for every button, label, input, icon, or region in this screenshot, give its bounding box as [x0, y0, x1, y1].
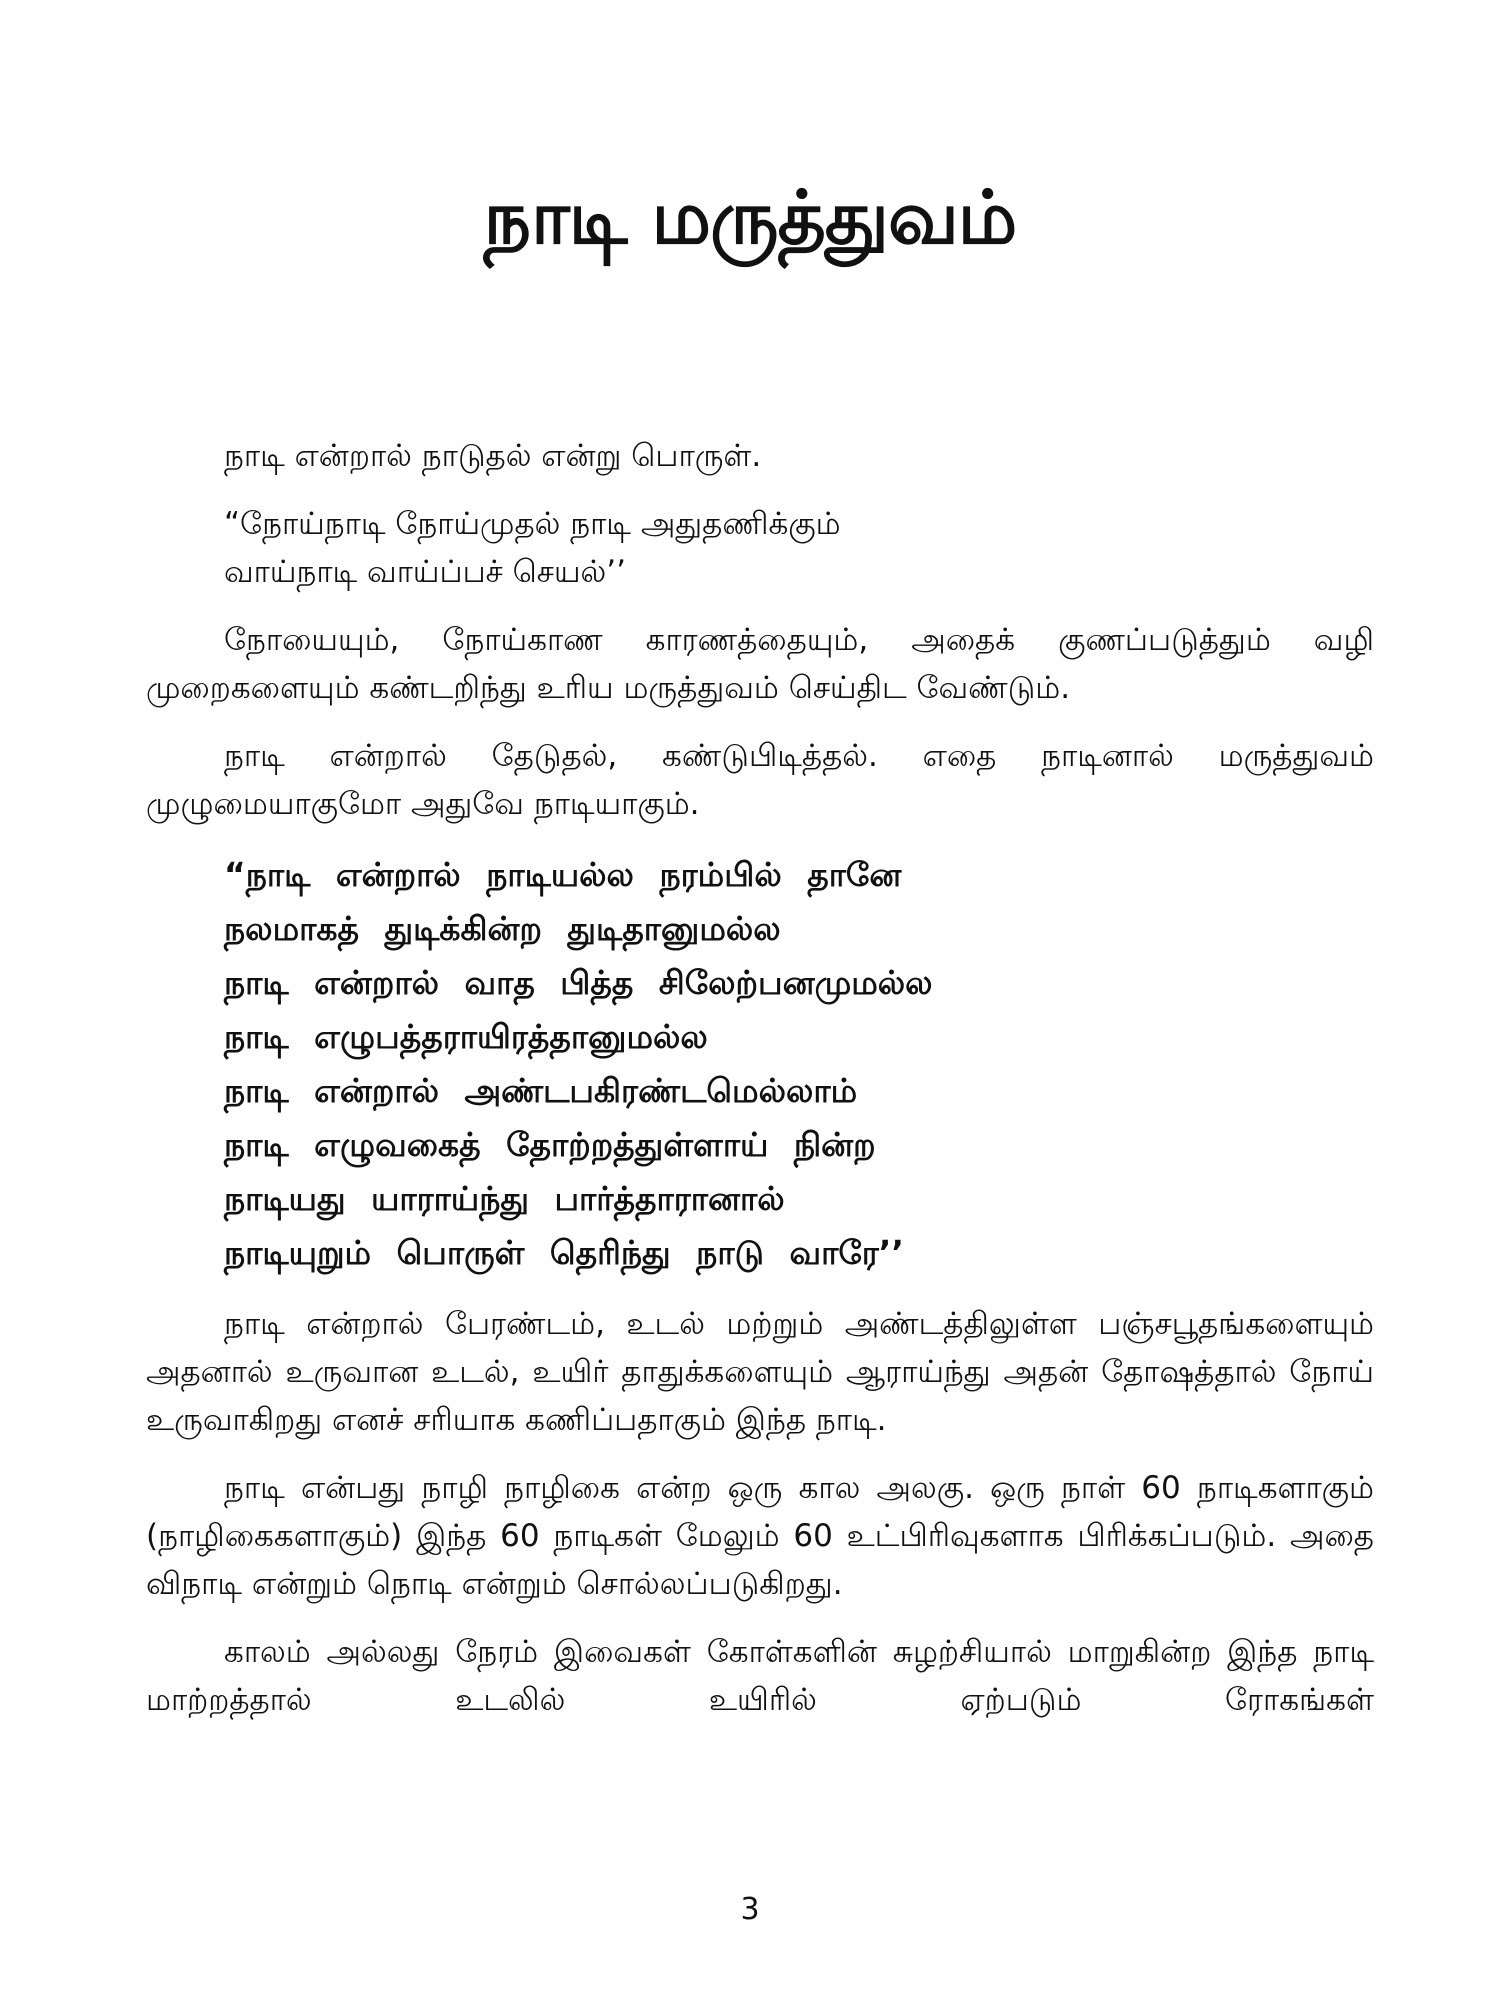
paragraph-definition: நாடி என்றால் நாடுதல் என்று பொருள்.	[224, 438, 762, 474]
paragraph-time-change: காலம் அல்லது நேரம் இவைகள் கோள்களின் சுழற்சியால் மாறுகின்ற இந்த நாடி மாற்றத்தால் உடலில் உயிரில் ஏற்படும் ரோகங்கள்	[146, 1634, 1374, 1718]
paragraph-treatment: நோயையும், நோய்காண காரணத்தையும், அதைக் குணப்படுத்தும் வழி முறைகளையும் கண்டறிந்து உரிய மருத்துவம் செய்திட வேண்டும்.	[146, 622, 1374, 706]
verse-line: “நாடி என்றால் நாடியல்ல நரம்பில் தானே	[224, 855, 902, 894]
verse-block	[224, 848, 1374, 1280]
couplet-line: “நோய்நாடி நோய்முதல் நாடி அதுதணிக்கும்	[224, 506, 841, 542]
kural-couplet	[224, 500, 1374, 596]
verse-line: நாடி என்றால் அண்டபகிரண்டமெல்லாம்	[224, 1071, 858, 1110]
verse-line: நாடியுறும் பொருள் தெரிந்து நாடு வாரே’’	[224, 1233, 904, 1272]
page-title: நாடி மருத்துவம்	[483, 175, 1017, 261]
verse-line: நலமாகத் துடிக்கின்ற துடிதானுமல்ல	[224, 909, 781, 948]
paragraph-time-unit: நாடி என்பது நாழி நாழிகை என்ற ஒரு கால அலகு. ஒரு நாள் 60 நாடிகளாகும் (நாழிகைகளாகும்) இந்த 60 நாடிகள் மேலும் 60 உட்பிரிவுகளாக பிரிக்கப்படும். அதை விநாடி என்றும் நொடி என்றும் சொல்லப்படுகிறது.	[146, 1470, 1374, 1602]
verse-line: நாடியது யாராய்ந்து பார்த்தாரானால்	[224, 1179, 785, 1218]
verse-line: நாடி என்றால் வாத பித்த சிலேற்பனமுமல்ல	[224, 963, 933, 1002]
page-number: 3	[740, 1892, 760, 1927]
couplet-line: வாய்நாடி வாய்ப்பச் செயல்’’	[224, 554, 626, 590]
paragraph-universe: நாடி என்றால் பேரண்டம், உடல் மற்றும் அண்டத்திலுள்ள பஞ்சபூதங்களையும் அதனால் உருவான உடல், உயிர் தாதுக்களையும் ஆராய்ந்து அதன் தோஷத்தால் நோய் உருவாகிறது எனச் சரியாக கணிப்பதாகும் இந்த நாடி.	[146, 1306, 1374, 1438]
verse-line: நாடி எழுவகைத் தோற்றத்துள்ளாய் நின்ற	[224, 1125, 876, 1164]
body-text	[146, 432, 1374, 1724]
paragraph-search: நாடி என்றால் தேடுதல், கண்டுபிடித்தல். எதை நாடினால் மருத்துவம் முழுமையாகுமோ அதுவே நாடியாகும்.	[146, 738, 1374, 822]
verse-line: நாடி எழுபத்தராயிரத்தானுமல்ல	[224, 1017, 708, 1056]
